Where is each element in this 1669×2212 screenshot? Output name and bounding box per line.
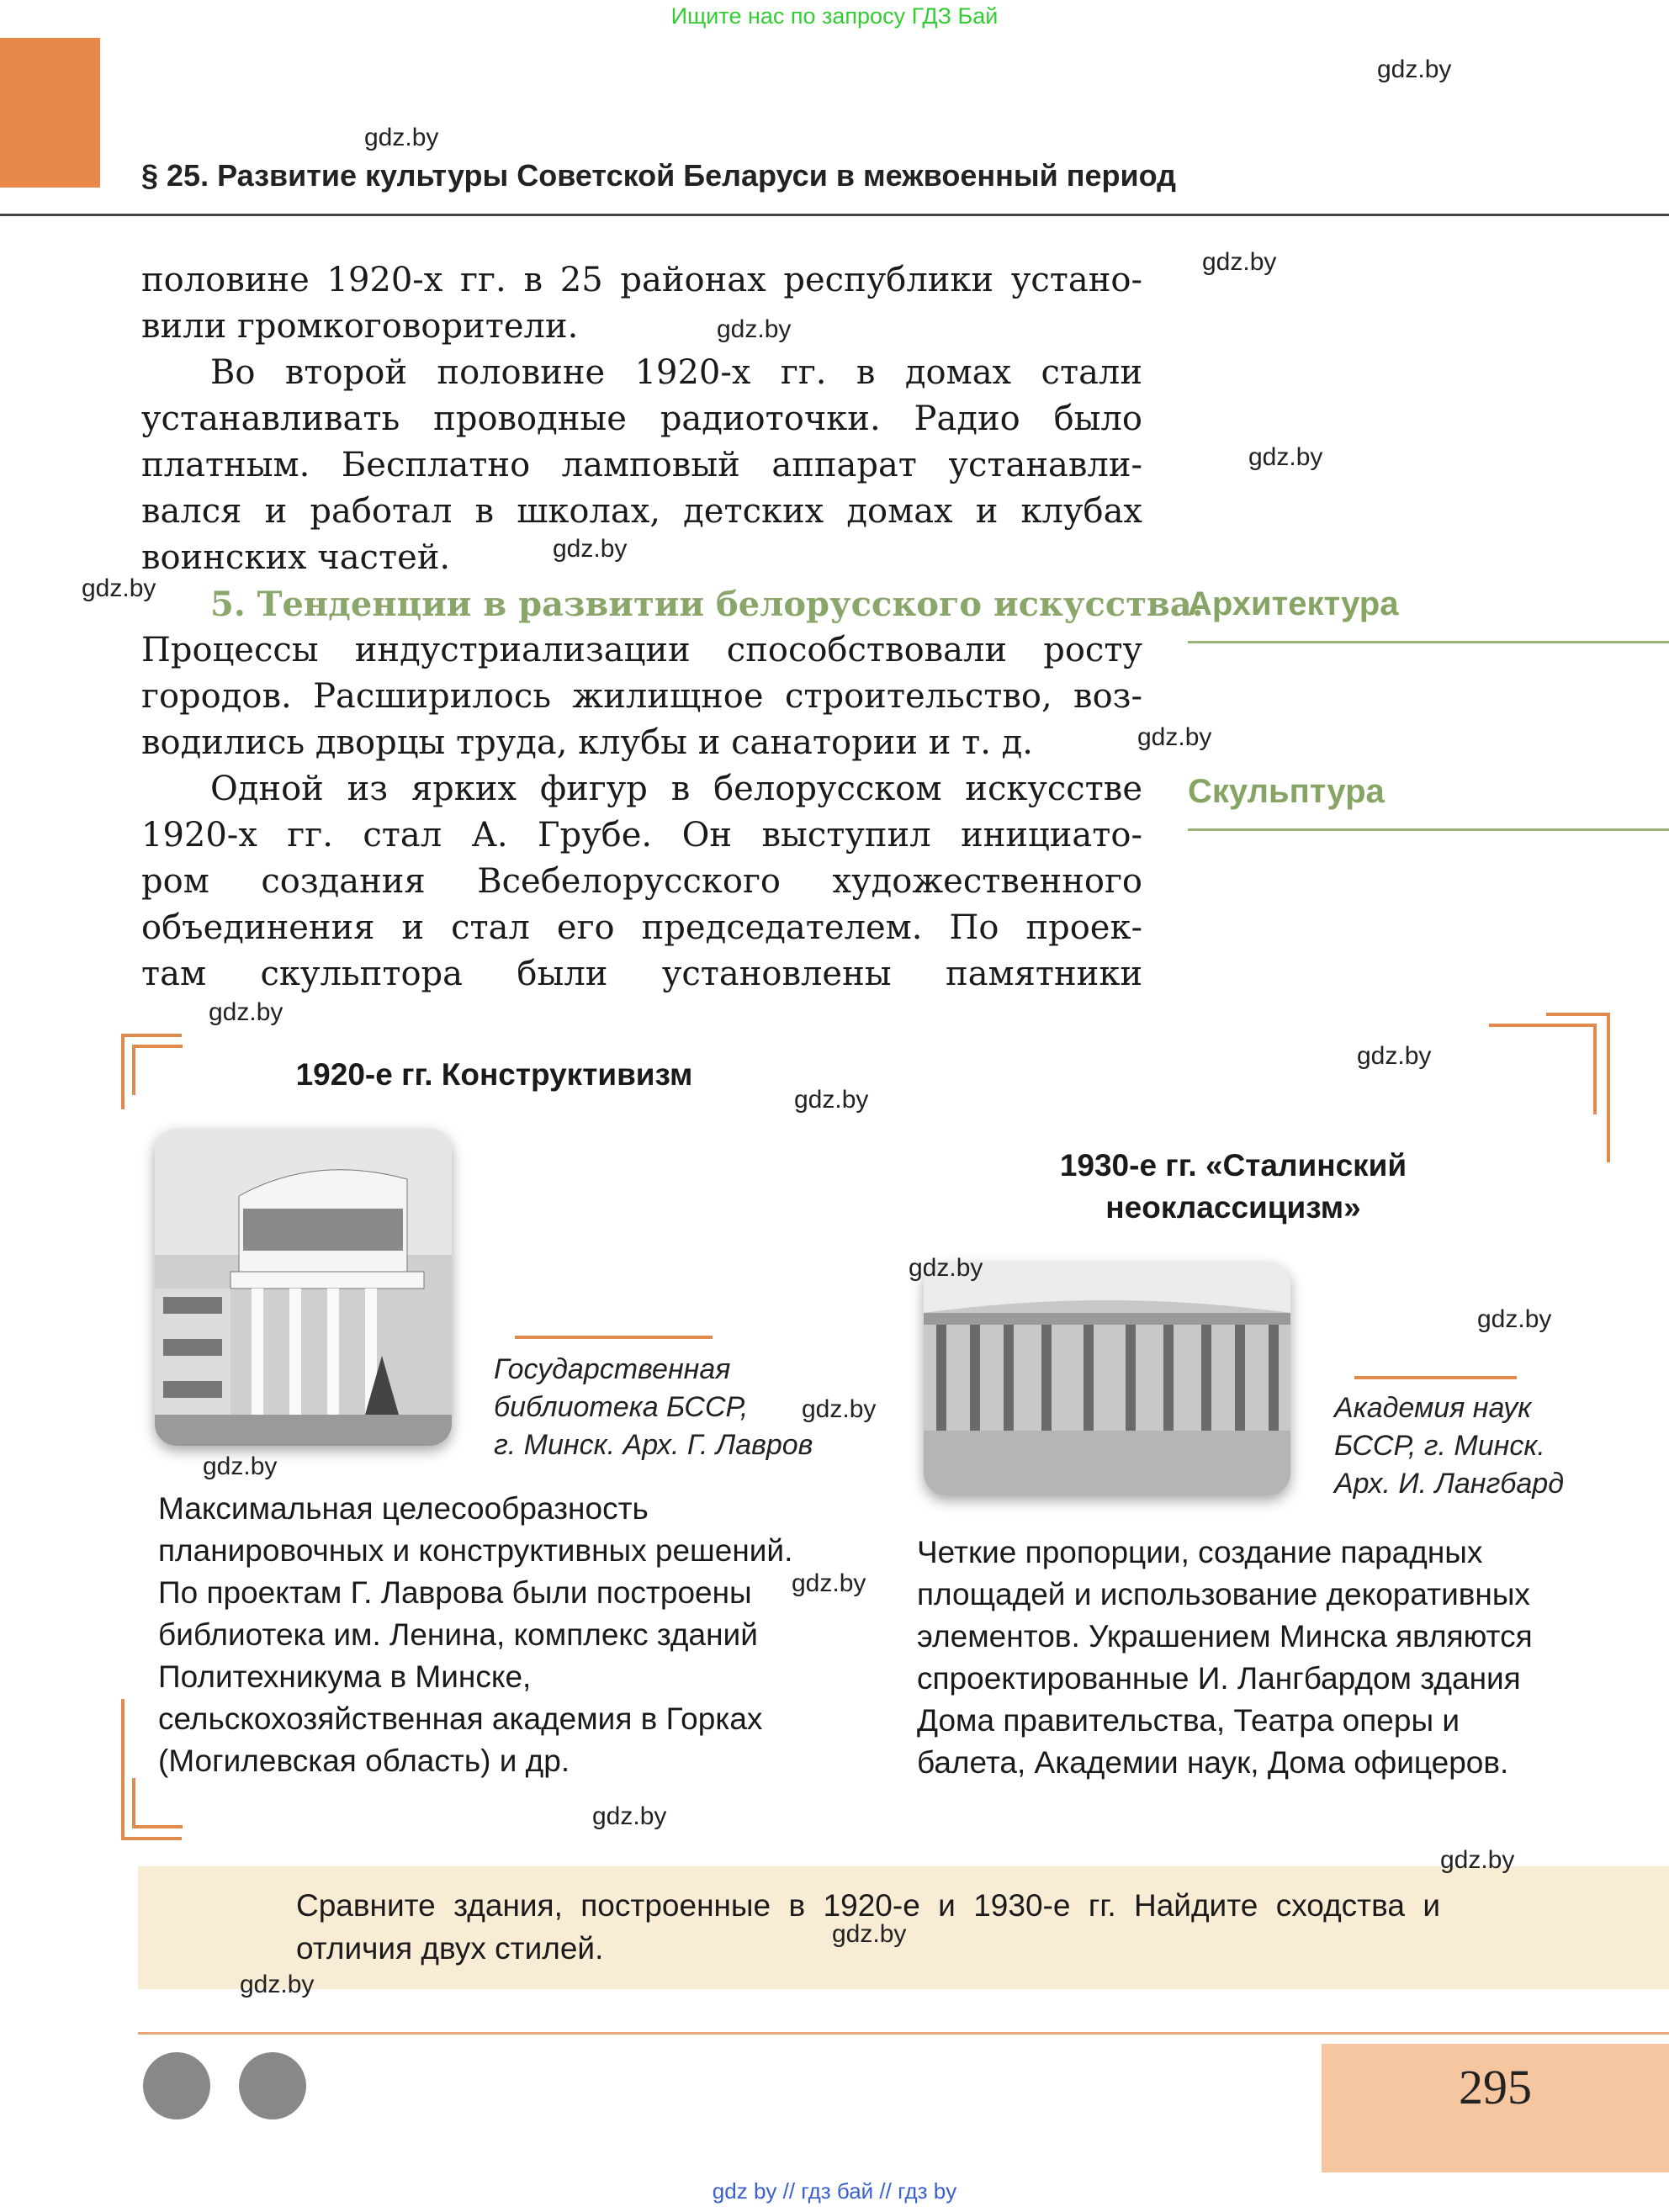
chapter-marker [0,38,100,188]
watermark: gdz.by [792,1569,866,1597]
header-divider [0,214,1669,216]
body-line: там скульптора были установлены памятники [141,955,1142,993]
section-heading: 5. Тенденции в развитии белорусского искусства. [210,585,1204,624]
watermark: gdz.by [1202,248,1277,276]
watermark: gdz.by [1440,1846,1515,1874]
caption-line: г. Минск. Арх. Г. Лавров [494,1429,813,1461]
watermark: gdz.by [802,1395,877,1423]
body-line: половине 1920-х гг. в 25 районах республики устано- [141,261,1142,299]
body-line: вался и работал в школах, детских домах и клубах [141,492,1142,531]
watermark: gdz.by [1357,1042,1432,1070]
body-line: воинских частей. [141,538,451,577]
caption-divider [515,1336,713,1339]
library-photo [155,1129,452,1446]
page-title: § 25. Развитие культуры Советской Беларуси в межвоенный период [141,158,1176,193]
watermark: gdz.by [717,315,792,343]
neoclassicism-title-line2: неоклассицизм» [1105,1190,1361,1225]
neoclassicism-description: Четкие пропорции, создание парадных площадей и использование декоративных элементов. Украшением Минска являются спроектированные И. Лангбардом здания Дома правительства, Театра оперы и балета, Академии наук, Дома офицеров. [917,1535,1533,1780]
neoclassicism-title-line1: 1930-е гг. «Сталинский [1059,1148,1407,1183]
watermark: gdz.by [1248,443,1323,471]
task-text: Сравните здания, построенные в 1920-е и 1930-е гг. Найдите сходства и отличия двух стилей. [296,1888,1440,1966]
body-line: платным. Бесплатно ламповый аппарат устанавли- [141,446,1142,484]
nav-circle-icon [143,2052,210,2119]
watermark: gdz.by [1377,56,1452,83]
body-line: водились дворцы труда, клубы и санатории и т. д. [141,723,1033,762]
sidebar-item-architecture: Архитектура [1188,585,1399,622]
body-line: вили громкоговорители. [141,307,579,346]
watermark: gdz.by [592,1802,667,1830]
academy-caption [1334,1389,1654,1503]
sidebar-divider [1188,828,1669,831]
library-caption [494,1351,847,1464]
watermark: gdz.by [1137,723,1212,751]
caption-line: Государственная [494,1353,731,1385]
caption-line: Академия наук [1334,1392,1532,1424]
constructivism-description: Максимальная целесообразность планировочных и конструктивных решений. По проектам Г. Лаврова были построены библиотека им. Ленина, комплекс зданий Политехникума в Минске, сельскохозяйственная академия в Горках (Могилевская область) и др. [158,1491,793,1778]
watermark: gdz.by [203,1453,278,1480]
watermark: gdz.by [209,998,283,1026]
body-line: ром создания Всебелорусского художественного [141,862,1142,901]
caption-divider [1354,1376,1517,1379]
watermark: gdz.by [794,1086,869,1114]
body-line: городов. Расширилось жилищное строительство, воз- [141,677,1142,716]
watermark: gdz.by [1477,1305,1552,1333]
body-line: Процессы индустриализации способствовали росту [141,631,1142,669]
body-line: 1920-х гг. стал А. Грубе. Он выступил инициато- [141,816,1142,855]
caption-line: БССР, г. Минск. [1334,1430,1545,1462]
watermark: gdz.by [82,574,156,602]
watermark: gdz.by [832,1920,907,1948]
nav-circle-icon [239,2052,306,2119]
caption-line: Арх. И. Лангбард [1334,1468,1564,1500]
academy-photo [924,1262,1290,1495]
footer-links[interactable]: gdz by // гдз бай // гдз by [712,2178,957,2204]
body-line: Одной из ярких фигур в белорусском искусстве [210,770,1142,808]
watermark: gdz.by [909,1254,983,1282]
body-line: Во второй половине 1920-х гг. в домах стали [210,353,1142,392]
body-line: устанавливать проводные радиоточки. Радио было [141,400,1142,438]
watermark: gdz.by [364,124,439,151]
watermark: gdz.by [240,1971,315,1998]
search-banner[interactable]: Ищите нас по запросу ГДЗ Бай [670,3,999,29]
sidebar-item-sculpture: Скульптура [1188,773,1385,810]
caption-line: библиотека БССР, [494,1391,749,1423]
constructivism-title: 1920-е гг. Конструктивизм [295,1057,693,1092]
footer-divider [138,2032,1669,2035]
sidebar-divider [1188,641,1669,643]
page-number: 295 [1459,2060,1532,2114]
body-line: объединения и стал его председателем. По проек- [141,908,1142,947]
watermark: gdz.by [553,535,628,563]
